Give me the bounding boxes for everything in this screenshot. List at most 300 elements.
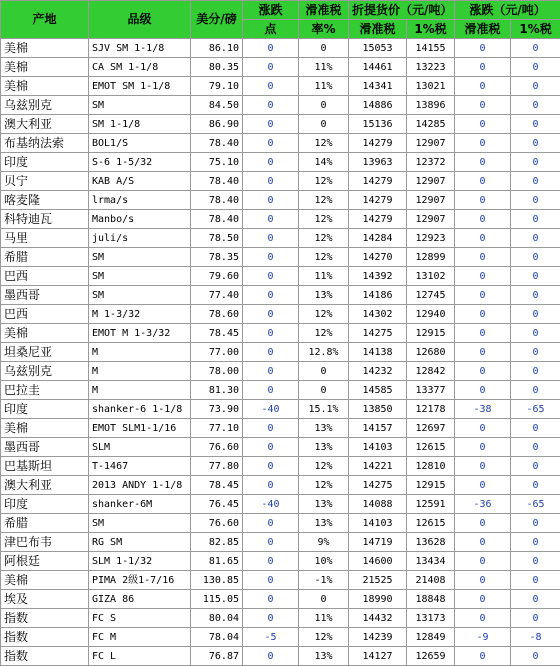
change-1pct-cell: 0 xyxy=(511,552,560,571)
sliding-rate-cell: 0 xyxy=(299,381,349,400)
change-1pct-cell: 0 xyxy=(511,172,560,191)
price-cell: 78.40 xyxy=(191,134,243,153)
origin-cell: 乌兹别克 xyxy=(1,96,89,115)
change-points-cell: 0 xyxy=(243,590,299,609)
change-sliding-cell: 0 xyxy=(455,248,511,267)
price-cell: 77.10 xyxy=(191,419,243,438)
change-points-cell: 0 xyxy=(243,609,299,628)
sliding-rate-cell: 12% xyxy=(299,210,349,229)
change-points-cell: 0 xyxy=(243,571,299,590)
port-sliding-cell: 21525 xyxy=(349,571,407,590)
sliding-rate-cell: 13% xyxy=(299,438,349,457)
change-1pct-cell: 0 xyxy=(511,609,560,628)
origin-cell: 布基纳法索 xyxy=(1,134,89,153)
change-1pct-cell: 0 xyxy=(511,229,560,248)
port-1pct-cell: 13377 xyxy=(407,381,455,400)
change-points-cell: 0 xyxy=(243,514,299,533)
port-1pct-cell: 12591 xyxy=(407,495,455,514)
change-points-cell: 0 xyxy=(243,191,299,210)
port-sliding-cell: 15136 xyxy=(349,115,407,134)
origin-cell: 美棉 xyxy=(1,419,89,438)
origin-cell: 希腊 xyxy=(1,514,89,533)
table-row xyxy=(1,343,560,362)
change-sliding-subheader: 滑准税 xyxy=(455,20,511,39)
change-sliding-cell: -38 xyxy=(455,400,511,419)
change-points-cell: 0 xyxy=(243,362,299,381)
origin-cell: 巴基斯坦 xyxy=(1,457,89,476)
grade-cell: KAB A/S xyxy=(89,172,191,191)
change-points-cell: 0 xyxy=(243,267,299,286)
port-sliding-cell: 14461 xyxy=(349,58,407,77)
change-sliding-cell: 0 xyxy=(455,343,511,362)
port-1pct-cell: 12849 xyxy=(407,628,455,647)
table-row xyxy=(1,438,560,457)
change-points-cell: 0 xyxy=(243,115,299,134)
sliding-rate-cell: 12% xyxy=(299,134,349,153)
origin-cell: 贝宁 xyxy=(1,172,89,191)
sliding-rate-cell: 0 xyxy=(299,96,349,115)
grade-cell: GIZA 86 xyxy=(89,590,191,609)
change-sliding-cell: 0 xyxy=(455,438,511,457)
sliding-rate-cell: 12% xyxy=(299,248,349,267)
sliding-rate-cell: 13% xyxy=(299,514,349,533)
change-sliding-cell: 0 xyxy=(455,191,511,210)
port-price-header: 折提货价（元/吨） xyxy=(349,1,455,20)
change-points-cell: 0 xyxy=(243,476,299,495)
change-sliding-cell: 0 xyxy=(455,115,511,134)
port-sliding-cell: 14138 xyxy=(349,343,407,362)
port-sliding-cell: 14088 xyxy=(349,495,407,514)
grade-cell: RG SM xyxy=(89,533,191,552)
change-points-cell: 0 xyxy=(243,248,299,267)
grade-cell: M 1-3/32 xyxy=(89,305,191,324)
price-cell: 80.35 xyxy=(191,58,243,77)
port-1pct-cell: 21408 xyxy=(407,571,455,590)
grade-cell: 2013 ANDY 1-1/8 xyxy=(89,476,191,495)
price-cell: 78.40 xyxy=(191,172,243,191)
port-1pct-cell: 12915 xyxy=(407,476,455,495)
table-row xyxy=(1,39,560,58)
port-1pct-cell: 13434 xyxy=(407,552,455,571)
change-1pct-cell: 0 xyxy=(511,381,560,400)
port-sliding-cell: 14239 xyxy=(349,628,407,647)
change-1pct-cell: 0 xyxy=(511,362,560,381)
grade-cell: SM xyxy=(89,96,191,115)
table-row xyxy=(1,362,560,381)
sliding-rate-cell: 15.1% xyxy=(299,400,349,419)
origin-cell: 印度 xyxy=(1,153,89,172)
table-row xyxy=(1,210,560,229)
origin-cell: 巴西 xyxy=(1,267,89,286)
change-sliding-cell: 0 xyxy=(455,419,511,438)
origin-cell: 美棉 xyxy=(1,58,89,77)
sliding-rate-cell: 12% xyxy=(299,305,349,324)
origin-cell: 坦桑尼亚 xyxy=(1,343,89,362)
change-1pct-cell: 0 xyxy=(511,514,560,533)
grade-cell: FC S xyxy=(89,609,191,628)
change-points-cell: 0 xyxy=(243,210,299,229)
change-sliding-cell: 0 xyxy=(455,172,511,191)
grade-cell: PIMA 2级1-7/16 xyxy=(89,571,191,590)
change-points-header: 涨跌 xyxy=(243,1,299,20)
price-cell: 76.60 xyxy=(191,514,243,533)
change-sliding-cell: 0 xyxy=(455,229,511,248)
grade-cell: SM xyxy=(89,267,191,286)
port-1pct-cell: 12745 xyxy=(407,286,455,305)
change-sliding-cell: 0 xyxy=(455,58,511,77)
port-1pct-cell: 12810 xyxy=(407,457,455,476)
grade-cell: Manbo/s xyxy=(89,210,191,229)
change-1pct-cell: 0 xyxy=(511,533,560,552)
table-body xyxy=(1,39,560,666)
change-points-cell: 0 xyxy=(243,39,299,58)
grade-cell: lrma/s xyxy=(89,191,191,210)
change-1pct-cell: 0 xyxy=(511,305,560,324)
change-sliding-cell: 0 xyxy=(455,286,511,305)
grade-cell: shanker-6M xyxy=(89,495,191,514)
change-1pct-cell: 0 xyxy=(511,39,560,58)
table-row xyxy=(1,381,560,400)
port-sliding-cell: 14275 xyxy=(349,324,407,343)
port-sliding-cell: 14432 xyxy=(349,609,407,628)
grade-cell: S-6 1-5/32 xyxy=(89,153,191,172)
port-1pct-cell: 12907 xyxy=(407,134,455,153)
change-1pct-cell: 0 xyxy=(511,324,560,343)
change-1pct-cell: 0 xyxy=(511,571,560,590)
change-1pct-cell: -65 xyxy=(511,400,560,419)
change-points-cell: 0 xyxy=(243,286,299,305)
change-sliding-cell: 0 xyxy=(455,647,511,666)
table-row xyxy=(1,457,560,476)
change-1pct-cell: 0 xyxy=(511,590,560,609)
change-sliding-cell: -36 xyxy=(455,495,511,514)
change-sliding-cell: 0 xyxy=(455,609,511,628)
change-points-cell: 0 xyxy=(243,96,299,115)
grade-cell: shanker-6 1-1/8 xyxy=(89,400,191,419)
sliding-rate-cell: 10% xyxy=(299,552,349,571)
price-cell: 86.10 xyxy=(191,39,243,58)
price-cell: 80.04 xyxy=(191,609,243,628)
price-cell: 76.87 xyxy=(191,647,243,666)
change-1pct-cell: 0 xyxy=(511,248,560,267)
port-sliding-cell: 14279 xyxy=(349,172,407,191)
port-1pct-cell: 14285 xyxy=(407,115,455,134)
port-sliding-cell: 14103 xyxy=(349,438,407,457)
port-sliding-cell: 14157 xyxy=(349,419,407,438)
change-1pct-cell: 0 xyxy=(511,286,560,305)
grade-cell: SM xyxy=(89,248,191,267)
change-1pct-cell: 0 xyxy=(511,191,560,210)
change-points-cell: 0 xyxy=(243,172,299,191)
table-row xyxy=(1,115,560,134)
price-cell: 78.40 xyxy=(191,210,243,229)
price-cell: 84.50 xyxy=(191,96,243,115)
change-1pct-cell: 0 xyxy=(511,210,560,229)
price-cell: 78.04 xyxy=(191,628,243,647)
sliding-rate-cell: 13% xyxy=(299,495,349,514)
change-1pct-cell: 0 xyxy=(511,647,560,666)
change-1pct-cell: 0 xyxy=(511,134,560,153)
origin-cell: 科特迪瓦 xyxy=(1,210,89,229)
price-cell: 86.90 xyxy=(191,115,243,134)
sliding-rate-cell: 12% xyxy=(299,191,349,210)
grade-cell: BOL1/S xyxy=(89,134,191,153)
change-sliding-cell: 0 xyxy=(455,476,511,495)
price-cell: 77.80 xyxy=(191,457,243,476)
table-row xyxy=(1,419,560,438)
change-1pct-cell: 0 xyxy=(511,476,560,495)
port-1pct-cell: 13896 xyxy=(407,96,455,115)
table-row xyxy=(1,77,560,96)
sliding-rate-cell: 0 xyxy=(299,39,349,58)
grade-cell: FC L xyxy=(89,647,191,666)
change-sliding-cell: 0 xyxy=(455,552,511,571)
change-1pct-cell: 0 xyxy=(511,153,560,172)
port-1pct-cell: 13628 xyxy=(407,533,455,552)
change-sliding-cell: -9 xyxy=(455,628,511,647)
port-sliding-cell: 14103 xyxy=(349,514,407,533)
table-row xyxy=(1,609,560,628)
port-sliding-cell: 13850 xyxy=(349,400,407,419)
port-sliding-cell: 14585 xyxy=(349,381,407,400)
grade-cell: M xyxy=(89,362,191,381)
port-sliding-cell: 18990 xyxy=(349,590,407,609)
origin-cell: 马里 xyxy=(1,229,89,248)
sliding-rate-cell: 11% xyxy=(299,77,349,96)
port-sliding-cell: 14302 xyxy=(349,305,407,324)
origin-cell: 美棉 xyxy=(1,571,89,590)
sliding-rate-cell: 12% xyxy=(299,172,349,191)
port-1pct-cell: 12659 xyxy=(407,647,455,666)
price-cell: 79.10 xyxy=(191,77,243,96)
sliding-rate-cell: 11% xyxy=(299,58,349,77)
change-1pct-cell: -65 xyxy=(511,495,560,514)
sliding-rate-cell: 12% xyxy=(299,457,349,476)
sliding-rate-cell: 0 xyxy=(299,590,349,609)
sliding-rate-cell: 13% xyxy=(299,419,349,438)
change-sliding-cell: 0 xyxy=(455,533,511,552)
change-1pct-subheader: 1%税 xyxy=(511,20,560,39)
table-row xyxy=(1,400,560,419)
grade-cell: EMOT SM 1-1/8 xyxy=(89,77,191,96)
grade-cell: M xyxy=(89,343,191,362)
price-cell: 76.60 xyxy=(191,438,243,457)
change-1pct-cell: 0 xyxy=(511,343,560,362)
port-1pct-cell: 12615 xyxy=(407,438,455,457)
grade-cell: juli/s xyxy=(89,229,191,248)
change-sliding-cell: 0 xyxy=(455,514,511,533)
change-points-cell: 0 xyxy=(243,343,299,362)
table-row xyxy=(1,172,560,191)
grade-cell: SM 1-1/8 xyxy=(89,115,191,134)
price-cell: 78.60 xyxy=(191,305,243,324)
grade-cell: SM xyxy=(89,514,191,533)
change-points-cell: 0 xyxy=(243,229,299,248)
change-points-cell: 0 xyxy=(243,134,299,153)
port-sliding-cell: 14279 xyxy=(349,134,407,153)
origin-cell: 澳大利亚 xyxy=(1,476,89,495)
origin-cell: 指数 xyxy=(1,628,89,647)
port-sliding-cell: 14127 xyxy=(349,647,407,666)
port-1pct-cell: 13102 xyxy=(407,267,455,286)
price-cell: 81.30 xyxy=(191,381,243,400)
change-points-cell: 0 xyxy=(243,552,299,571)
change-1pct-cell: 0 xyxy=(511,115,560,134)
grade-cell: SM xyxy=(89,286,191,305)
price-cell: 77.00 xyxy=(191,343,243,362)
origin-cell: 巴拉圭 xyxy=(1,381,89,400)
sliding-rate-cell: 13% xyxy=(299,647,349,666)
change-points-cell: -40 xyxy=(243,495,299,514)
sliding-rate-cell: 11% xyxy=(299,609,349,628)
port-1pct-subheader: 1%税 xyxy=(407,20,455,39)
table-row xyxy=(1,286,560,305)
origin-cell: 指数 xyxy=(1,647,89,666)
sliding-rate-cell: 0 xyxy=(299,362,349,381)
sliding-rate-cell: 13% xyxy=(299,286,349,305)
port-sliding-cell: 14600 xyxy=(349,552,407,571)
origin-cell: 乌兹别克 xyxy=(1,362,89,381)
table-row xyxy=(1,305,560,324)
port-1pct-cell: 12923 xyxy=(407,229,455,248)
sliding-rate-cell: -1% xyxy=(299,571,349,590)
change-sliding-cell: 0 xyxy=(455,77,511,96)
port-sliding-cell: 14232 xyxy=(349,362,407,381)
origin-cell: 希腊 xyxy=(1,248,89,267)
port-1pct-cell: 13021 xyxy=(407,77,455,96)
change-1pct-cell: 0 xyxy=(511,457,560,476)
origin-cell: 美棉 xyxy=(1,77,89,96)
change-1pct-cell: 0 xyxy=(511,267,560,286)
change-points-cell: -40 xyxy=(243,400,299,419)
table-row xyxy=(1,134,560,153)
origin-cell: 澳大利亚 xyxy=(1,115,89,134)
port-1pct-cell: 13223 xyxy=(407,58,455,77)
table-row xyxy=(1,514,560,533)
sliding-rate-cell: 9% xyxy=(299,533,349,552)
change-sliding-cell: 0 xyxy=(455,381,511,400)
change-points-cell: 0 xyxy=(243,647,299,666)
sliding-rate-cell: 0 xyxy=(299,115,349,134)
origin-cell: 喀麦隆 xyxy=(1,191,89,210)
port-1pct-cell: 14155 xyxy=(407,39,455,58)
change-points-cell: 0 xyxy=(243,58,299,77)
sliding-rate-cell: 14% xyxy=(299,153,349,172)
port-sliding-cell: 14279 xyxy=(349,210,407,229)
table-row xyxy=(1,229,560,248)
price-cell: 78.00 xyxy=(191,362,243,381)
table-row xyxy=(1,191,560,210)
port-sliding-cell: 14221 xyxy=(349,457,407,476)
price-cell: 78.50 xyxy=(191,229,243,248)
change-points-cell: -5 xyxy=(243,628,299,647)
port-1pct-cell: 12907 xyxy=(407,210,455,229)
table-row xyxy=(1,96,560,115)
price-cell: 81.65 xyxy=(191,552,243,571)
change-1pct-cell: 0 xyxy=(511,77,560,96)
price-cell: 77.40 xyxy=(191,286,243,305)
grade-header: 品级 xyxy=(89,1,191,39)
origin-cell: 印度 xyxy=(1,400,89,419)
change-sliding-cell: 0 xyxy=(455,210,511,229)
sliding-rate-cell: 12% xyxy=(299,324,349,343)
change-points-subheader: 点 xyxy=(243,20,299,39)
sliding-rate-cell: 11% xyxy=(299,267,349,286)
price-cell: 76.45 xyxy=(191,495,243,514)
change-points-cell: 0 xyxy=(243,77,299,96)
table-row xyxy=(1,248,560,267)
table-row xyxy=(1,628,560,647)
change-points-cell: 0 xyxy=(243,419,299,438)
port-1pct-cell: 12615 xyxy=(407,514,455,533)
table-row xyxy=(1,533,560,552)
change-points-cell: 0 xyxy=(243,438,299,457)
change-rmb-header: 涨跌（元/吨） xyxy=(455,1,560,20)
table-row xyxy=(1,153,560,172)
origin-cell: 指数 xyxy=(1,609,89,628)
origin-cell: 印度 xyxy=(1,495,89,514)
sliding-rate-header: 滑准税 xyxy=(299,1,349,20)
change-sliding-cell: 0 xyxy=(455,324,511,343)
change-sliding-cell: 0 xyxy=(455,457,511,476)
change-points-cell: 0 xyxy=(243,153,299,172)
table-row xyxy=(1,58,560,77)
change-1pct-cell: 0 xyxy=(511,438,560,457)
table-row xyxy=(1,267,560,286)
port-sliding-cell: 14886 xyxy=(349,96,407,115)
port-sliding-cell: 14284 xyxy=(349,229,407,248)
change-points-cell: 0 xyxy=(243,324,299,343)
grade-cell: M xyxy=(89,381,191,400)
price-cell: 130.85 xyxy=(191,571,243,590)
sliding-rate-cell: 12% xyxy=(299,229,349,248)
port-sliding-cell: 13963 xyxy=(349,153,407,172)
grade-cell: SLM xyxy=(89,438,191,457)
port-1pct-cell: 12178 xyxy=(407,400,455,419)
change-points-cell: 0 xyxy=(243,305,299,324)
change-sliding-cell: 0 xyxy=(455,571,511,590)
change-1pct-cell: -8 xyxy=(511,628,560,647)
price-cell: 75.10 xyxy=(191,153,243,172)
port-1pct-cell: 12680 xyxy=(407,343,455,362)
change-points-cell: 0 xyxy=(243,381,299,400)
port-sliding-cell: 14275 xyxy=(349,476,407,495)
change-sliding-cell: 0 xyxy=(455,39,511,58)
change-1pct-cell: 0 xyxy=(511,58,560,77)
grade-cell: T-1467 xyxy=(89,457,191,476)
origin-cell: 墨西哥 xyxy=(1,286,89,305)
origin-cell: 巴西 xyxy=(1,305,89,324)
port-sliding-cell: 15053 xyxy=(349,39,407,58)
change-sliding-cell: 0 xyxy=(455,362,511,381)
change-sliding-cell: 0 xyxy=(455,267,511,286)
grade-cell: SLM 1-1/32 xyxy=(89,552,191,571)
table-row xyxy=(1,324,560,343)
table-row xyxy=(1,495,560,514)
port-1pct-cell: 12899 xyxy=(407,248,455,267)
change-sliding-cell: 0 xyxy=(455,96,511,115)
change-points-cell: 0 xyxy=(243,457,299,476)
price-cell: 78.45 xyxy=(191,324,243,343)
origin-cell: 埃及 xyxy=(1,590,89,609)
port-sliding-cell: 14279 xyxy=(349,191,407,210)
port-sliding-cell: 14719 xyxy=(349,533,407,552)
port-1pct-cell: 12907 xyxy=(407,191,455,210)
price-cell: 79.60 xyxy=(191,267,243,286)
change-1pct-cell: 0 xyxy=(511,96,560,115)
change-1pct-cell: 0 xyxy=(511,419,560,438)
price-cell: 78.45 xyxy=(191,476,243,495)
